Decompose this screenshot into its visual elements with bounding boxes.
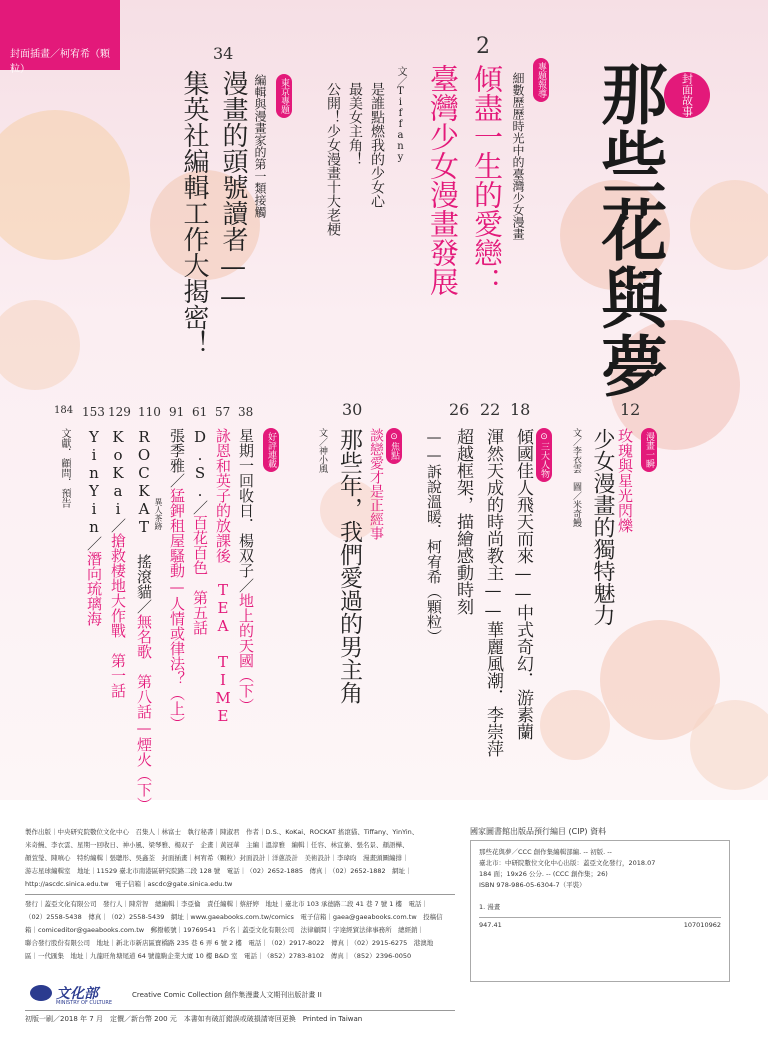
feature-headline-1: 傾盡一生的愛戀：: [470, 64, 504, 296]
tokyo-subtitle: 編輯與漫畫家的第一類接觸: [253, 74, 267, 218]
cip-line: [479, 891, 721, 902]
feature-headline-2: 臺灣少女漫畫發展: [426, 64, 460, 296]
credits-line: （02）2558-5438 傳真｜（02）2558-5439 網址｜www.gaeabooks.com.tw/comics 電子信箱｜gaea@gaeabooks.com.tw 投稿信: [25, 913, 443, 921]
credits-line: 發行｜蓋亞文化有限公司 發行人｜陳常智 總編輯｜李亞倫 責任編輯｜蔡舒婷 地址｜臺北市 103 承德路二段 41 巷 7 號 1 樓 電話｜: [25, 900, 428, 908]
cip-line: 那些花與夢／CCC 創作集編輯部編. -- 初版. --: [479, 848, 612, 856]
flower-decoration: [540, 690, 610, 760]
printing-info: 初版一刷／2018 年 7 月 定價／新台幣 200 元 本書如有破訂錯誤或破損請寄回更換 Printed in Taiwan: [25, 1015, 363, 1023]
greats-item-1: 傾國佳人飛天而來——中式奇幻．游素蘭: [513, 428, 533, 740]
serial-title-5: 無名歌 第八話—煙火（下）: [135, 614, 153, 812]
credits-divider: [25, 894, 455, 895]
credits-line: 區｜一代匯集 地址｜九龍旺角塘尾道 64 號龍駒企業大廈 10 樓 B&D 室 電話｜（852）2783-8102 傳真｜（852）2396-0050: [25, 952, 412, 960]
printing-divider: [25, 1010, 455, 1011]
serial-title-4: 猛鉀租屋騷動—人情或律法？（上）: [168, 488, 186, 731]
greats-page-1: 18: [510, 400, 531, 419]
cip-heading: 國家圖書館出版品預行編目 (CIP) 資料: [470, 827, 607, 836]
cip-box: [470, 840, 730, 982]
roses-page: 12: [620, 400, 641, 419]
greats-item-3: 超越框架，描繪感動時刻: [453, 428, 473, 615]
serial-page-2: 57: [215, 405, 231, 419]
cip-line: ISBN 978-986-05-6304-7（平裝）: [479, 881, 586, 889]
cover-credit: 封面插畫／柯宥希（顆粒）: [10, 49, 110, 75]
serial-title-3: 百花百色 第五話: [191, 515, 209, 635]
cip-numbers: [479, 920, 721, 931]
roses-author: 文／李衣雲 圖／米奇鰻: [571, 428, 581, 527]
ministry-name: 文化部: [56, 986, 98, 1002]
serial-author-7: YinYin／: [85, 428, 103, 551]
serial-title-6: 搶救棲地大作戰 第一話: [109, 533, 127, 698]
feature-tag: 專題報導: [533, 58, 549, 102]
serial-item-5: [134, 428, 155, 812]
feature-page: 2: [476, 34, 490, 59]
tokyo-tag: 東京專題: [276, 74, 292, 118]
focus-tag: ⊙焦點: [386, 428, 402, 464]
cip-record-number: 107010962: [683, 921, 721, 929]
serial-page-7: 153: [82, 405, 105, 419]
cip-divider: [479, 917, 721, 918]
tokyo-headline-2: 集英社編輯工作大揭密！: [179, 70, 209, 356]
serial-page-8: 184: [54, 405, 74, 416]
serial-author-4: 張季雅／: [168, 428, 186, 488]
ministry-english: MINISTRY OF CULTURE: [56, 1000, 113, 1006]
serial-item-8: 文獻．顧問．預告: [59, 428, 70, 508]
cover-credit-tab: [0, 0, 120, 75]
credits-block: [25, 826, 455, 963]
serial-item-7: [84, 428, 105, 626]
grant-text: Creative Comic Collection 創作集漫畫人文期刊出版計畫 II: [132, 991, 322, 999]
credits-line: 米奇鰻、李衣雲、星期一回收日、神小風、梁琴雅、楊双子 企畫｜黃冠華 主編｜溫淳雅 編輯｜任容、林宜蓁、張名景、顏語樺、: [25, 841, 409, 849]
credits-line: 聯合發行股份有限公司 地址｜新北市新店區寶橋路 235 巷 6 弄 6 號 2 樓 電話｜（02）2917-8022 傳真｜（02）2915-6275 港澳地: [25, 939, 434, 947]
serial-item-3: [190, 428, 211, 635]
serial-author-6: KoKai／: [109, 428, 127, 533]
tokyo-headline-1: 漫畫的頭號讀者——: [218, 70, 248, 312]
focus-page: 30: [342, 400, 363, 419]
greats-tag: ⊙三大人物: [536, 428, 552, 482]
focus-headline-1: 談戀愛才是正經事: [368, 428, 384, 540]
serial-author-1: 星期一回收日．楊双子／: [237, 428, 255, 593]
roses-headline-2: 少女漫畫的獨特魅力: [590, 428, 615, 626]
serial-item-6: [108, 428, 129, 698]
tiffany-line-2: 最美女主角！: [347, 82, 363, 166]
serial-page-6: 129: [108, 405, 131, 419]
greats-item-2: 渾然天成的時尚教主——華麗風潮．李崇萍: [483, 428, 503, 757]
cip-class-number: 947.41: [479, 921, 502, 929]
issue-title: 那些花與夢: [590, 60, 668, 400]
tokyo-page: 34: [213, 44, 234, 63]
cip-line: 184 面；19x26 公分. -- (CCC 創作集；26): [479, 870, 608, 878]
credits-line: 游志星球編輯室 地址｜11529 臺北市南港區研究院路二段 128 號 電話｜（02）2652-1885 傳真｜（02）2652-1882 網址｜: [25, 867, 412, 875]
serial-page-5: 110: [138, 405, 161, 419]
tiffany-line-1: 是誰點燃我的少女心: [369, 82, 385, 208]
cover-story-label: 封面故事: [680, 73, 694, 117]
cip-line: 臺北市：中研院數位文化中心出版：蓋亞文化發行，2018.07: [479, 859, 656, 867]
focus-author: 文／神小風: [317, 428, 327, 473]
serial-page-3: 61: [192, 405, 208, 419]
roses-headline-1: 玫瑰與星光閃爍: [616, 428, 634, 533]
credits-line: 製作出版｜中央研究院數位文化中心 召集人｜林富士 執行秘書｜陳淑君 作者｜D.S.、KoKai、ROCKAT 搖滾貓、Tiffany、YinYin、: [25, 828, 419, 836]
feature-subtitle: 細數歷歷時光中的臺灣少女漫畫: [511, 72, 525, 240]
credits-line: 箱｜comiceditor@gaeabooks.com.tw 郵撥帳號｜19769541 戶名｜蓋亞文化有限公司 法律顧問｜宇達經貿法律事務所 總經銷｜: [25, 926, 425, 934]
serial-tag: 好評連載: [263, 428, 279, 472]
greats-item-4: ——訴說溫暖．柯宥希（顆粒）: [425, 428, 443, 644]
ministry-emblem-icon: [30, 985, 52, 1001]
serial-author-3: D.S.／: [191, 428, 209, 515]
ministry-logo: [30, 983, 120, 1009]
tiffany-author: 文／Tiffany: [395, 66, 406, 163]
serial-item-4: [167, 428, 188, 731]
serial-page-1: 38: [238, 405, 254, 419]
credits-line: 顏萱瑩、陳嗔心 特約編輯｜張聰彤、吳鑫荃 封面插畫｜柯宥希（顆粒）封面設計｜洋蔥設計 美術設計｜李瑋昀 漫畫頭圖編排｜: [25, 854, 409, 862]
credits-line: http://ascdc.sinica.edu.tw 電子信箱｜ascdc@gate.sinica.edu.tw: [25, 880, 233, 888]
serial-title-1: 地上的天國（下）: [237, 593, 255, 713]
serial-page-4: 91: [169, 405, 185, 419]
greats-page-2: 22: [480, 400, 501, 419]
focus-headline-2: 那些年，我們愛過的男主角: [336, 428, 362, 704]
greats-page-3: 26: [449, 400, 470, 419]
serial-author-5: ROCKAT 搖滾貓／: [135, 428, 153, 614]
tiffany-line-3: 公開！少女漫畫十大老梗: [325, 82, 341, 236]
cip-line: 1. 漫畫: [479, 903, 501, 911]
roses-tag: 漫畫一瞬: [641, 428, 657, 472]
serial-item-1: [236, 428, 257, 713]
serial-note-4: 異人茶跡: [154, 498, 163, 530]
serial-title-7: 潛向琉璃海: [85, 551, 103, 626]
serial-title-2: 詠恩和英子的放課後 TEA TIME: [214, 428, 232, 725]
